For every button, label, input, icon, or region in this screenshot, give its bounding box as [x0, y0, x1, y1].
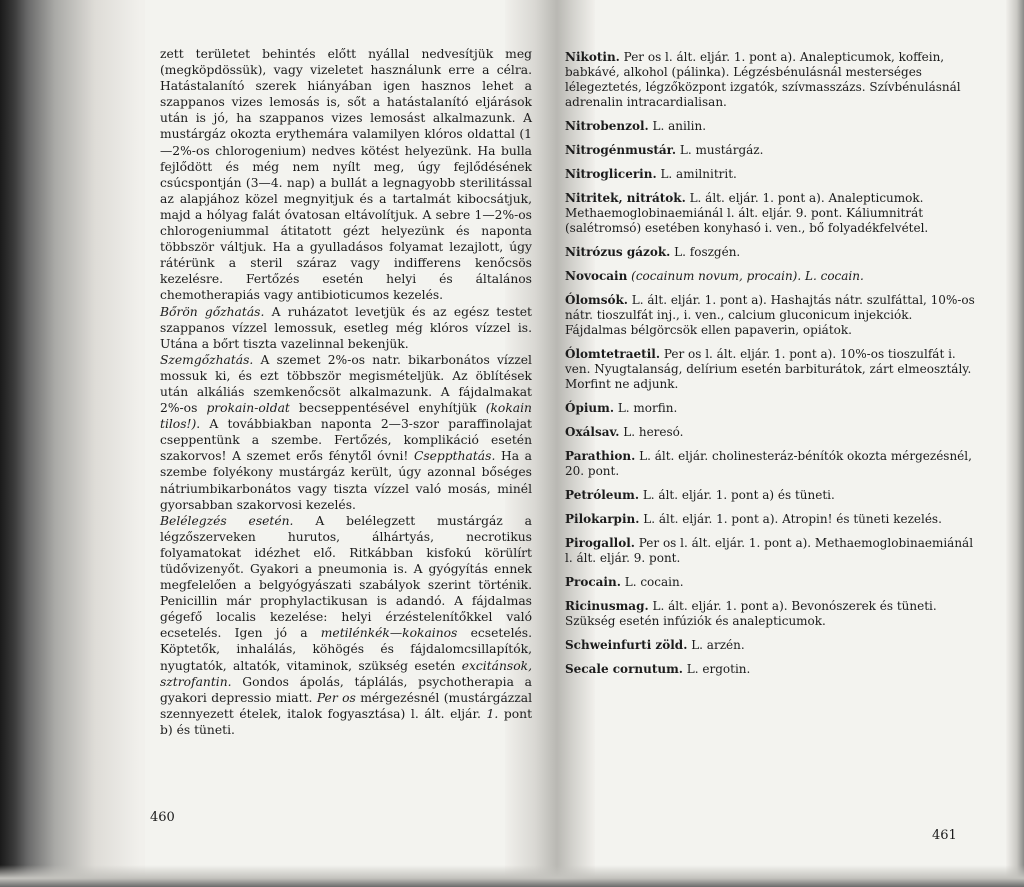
index-entry [565, 245, 977, 260]
entry-text: Per os l. ált. eljár. 1. pont a). 10%-os tioszulfát i. ven. Nyugtalanság, delírium esetén barbiturátok, zárt elmeosztály. Morfint ne adjunk. [565, 347, 972, 391]
entry-term: Ólomsók. [565, 293, 628, 307]
page-edge-bottom [0, 865, 1024, 887]
entry-term: Procain. [565, 575, 621, 589]
index-entry [565, 599, 977, 629]
entry-text: L. cocain. [620, 575, 684, 589]
paragraph-text: pont b) és tüneti. [160, 706, 533, 737]
paragraph-skin [160, 304, 532, 352]
paragraph-text: A ruházatot levetjük és az egész testet szappanos vízzel lemossuk, esetleg még klóros vízzel is. Utána a bőrt tiszta vazelinnal bekenjük. [160, 304, 532, 351]
index-entry [565, 401, 977, 416]
entry-text: L. anilin. [648, 119, 707, 133]
entry-text: L. ált. eljár. 1. pont a). Atropin! és tüneti kezelés. [639, 512, 942, 526]
section-heading: Bőrön gőzhatás. [160, 304, 265, 319]
index-entry [565, 449, 977, 479]
paragraph: zett területet behintés előtt nyállal nedvesítjük meg (megköpdössük), vagy vizeletet használunk erre a célra. Hatástalanító szerek hiányában igen hasznos lehet a szappanos vizes lemosás is, sőt a hatástalanító eljárások után is jó, ha szappanos vizes lemosást alkalmazunk. A mustárgáz okozta erythemára valamilyen klóros oldattal (1—2%-os chlorogenium) nedves kötést helyezünk. Ha bulla fejlődött és még nem nyílt meg, úgy fejlődésének csúcspontján (3—4. nap) a bullát a legnagyobb sterilitással az alapjához közel megnyitjuk és a tartalmát kibocsátjuk, majd a hólyag falát óvatosan eltávolítjuk. A sebre 1—2%-os chlorogeniummal átitatott gézt helyezünk és naponta többször váltjuk. Ha a gyulladásos folyamat lezajlott, úgy rátérünk a steril száraz vagy indifferens kenőcsös kezelésre. Fertőzés esetén helyi és általános chemotherapiás vagy antibioticumos kezelés. [160, 47, 532, 303]
paragraph-text: . A továbbiakban naponta 2—3-szor paraffinolajat cseppentünk a szembe. Fertőzés, komplikáció esetén szakorvos! A szemet erős fénytől óvni! [160, 417, 532, 464]
paragraph-text: Ha a szembe folyékony mustárgáz került, úgy azonnal bőséges nátriumbikarbonátos vagy tiszta vízzel való mosás, minél gyorsabban szakorvosi kezelés. [160, 449, 532, 512]
italic-term: metilénkék—kokainos [320, 626, 458, 641]
entry-text: L. ált. eljár. cholinesteráz-bénítók okozta mérgezésnél, 20. pont. [565, 449, 972, 478]
index-entry [565, 293, 977, 338]
paragraph-eye [160, 352, 532, 513]
index-entry [565, 512, 977, 527]
entry-term: Schweinfurti zöld. [565, 638, 688, 652]
section-heading: Szemgőzhatás. [160, 352, 254, 367]
paragraph-text: A szemet 2%-os natr. bikarbonátos vízzel mossuk ki, és ezt többször megismételjük. Az öblítések után alkáliás szemkenőcsöt alkalmazunk. A fájdalmakat 2%-os [160, 352, 532, 416]
section-heading: Belélegzés esetén. [160, 513, 294, 528]
page-number-right: 461 [932, 828, 957, 843]
entry-text: L. mustárgáz. [676, 143, 764, 157]
paragraph-inhalation [160, 513, 532, 738]
index-entry [565, 191, 977, 236]
entry-term: Nitrózus gázok. [565, 245, 671, 259]
italic-term: (kokain tilos!) [160, 401, 532, 432]
entry-text: Per os l. ált. eljár. 1. pont a). Methaemoglobinaemiánál l. ált. eljár. 9. pont. [565, 536, 974, 565]
index-entry [565, 488, 977, 503]
left-page-text [160, 46, 532, 738]
entry-term: Secale cornutum. [565, 662, 683, 676]
entry-term: Ópium. [565, 401, 615, 415]
page-edge-right [1006, 0, 1024, 887]
right-page-index [565, 50, 977, 686]
index-entry [565, 536, 977, 566]
entry-term: Nitrogénmustár. [565, 143, 677, 157]
entry-term: Nitrobenzol. [565, 119, 649, 133]
index-entry [565, 119, 977, 134]
italic-term: prokain-oldat [206, 401, 290, 416]
paragraph-text: A belélegzett mustárgáz a légzőszerveken hurutos, álhártyás, necrotikus folyamatokat idézhet elő. Ritkábban kisfokú körülírt tüdővizenyőt. Gyakori a pneumonia is. A gyógyítás ennek megfelelően a belgyógyászati szabályok szerint történik. Penicillin már prophylactikusan is adandó. A fájdalmas gégefő localis kezelése: helyi érzéstelenítőkkel való ecsetelés. Igen jó a [160, 513, 532, 641]
paragraph-text: mérgezésnél (mustárgázzal szennyezett ételek, italok fogyasztása) l. ált. eljár. [160, 690, 533, 721]
index-entry [565, 575, 977, 590]
entry-text: L. ált. eljár. 1. pont a). Bevonószerek és tüneti. Szükség esetén infúziók és analepticumok. [565, 599, 937, 628]
paragraph-text: Gondos ápolás, táplálás, psychotherapia a gyakori depressio miatt. [160, 674, 532, 705]
entry-text: L. morfin. [614, 401, 678, 415]
entry-text: L. heresó. [619, 425, 684, 439]
entry-term: Oxálsav. [565, 425, 620, 439]
paragraph-text: becseppentésével enyhítjük [289, 401, 486, 416]
entry-term: Nitroglicerin. [565, 167, 657, 181]
entry-term: Nikotin. [565, 50, 620, 64]
entry-term: Ricinusmag. [565, 599, 649, 613]
entry-term: Petróleum. [565, 488, 639, 502]
entry-text: L. ált. eljár. 1. pont a) és tüneti. [639, 488, 835, 502]
entry-text: L. foszgén. [670, 245, 741, 259]
entry-text: L. ergotin. [682, 662, 751, 676]
entry-term: Pirogallol. [565, 536, 635, 550]
entry-term: Ólomtetraetil. [565, 347, 661, 361]
index-entry [565, 269, 977, 284]
index-entry [565, 425, 977, 440]
index-entry [565, 347, 977, 392]
index-entry [565, 638, 977, 653]
section-heading: Cseppthatás. [413, 449, 496, 464]
entry-text: L. ált. eljár. 1. pont a). Hashajtás nátr. szulfáttal, 10%-os nátr. tioszulfát inj., i. ven., calcium gluconicum injekciók. Fájdalmas bélgörcsök ellen papaverin, opiátok. [565, 293, 975, 337]
index-entry [565, 143, 977, 158]
entry-term: Novocain [565, 269, 628, 283]
entry-text: (cocainum novum, procain). L. cocain. [627, 269, 864, 283]
index-entry [565, 50, 977, 110]
entry-text: L. ált. eljár. 1. pont a). Analepticumok. Methaemoglobinaemiánál l. ált. eljár. 9. pont. Káliumnitrát (salétromsó) esetében konyhasó i. ven., bő folyadékfelvétel. [565, 191, 929, 235]
page-edge-shadow [0, 0, 145, 887]
page-number-left: 460 [150, 810, 175, 825]
entry-term: Parathion. [565, 449, 636, 463]
entry-term: Nitritek, nitrátok. [565, 191, 686, 205]
entry-term: Pilokarpin. [565, 512, 640, 526]
italic-term: Per os [316, 690, 356, 705]
index-entry [565, 167, 977, 182]
entry-text: L. arzén. [687, 638, 745, 652]
italic-term: 1. [486, 706, 499, 721]
entry-text: L. amilnitrit. [656, 167, 737, 181]
entry-text: Per os l. ált. eljár. 1. pont a). Analepticumok, koffein, babkávé, alkohol (pálinka). Légzésbénulásnál mesterséges lélegeztetés, légzőközpont izgatók, szívmasszázs. Szívbénulásnál adrenalin intracardialisan. [565, 50, 961, 109]
italic-term: excitánsok, sztrofantin. [160, 658, 532, 689]
index-entry [565, 662, 977, 677]
paragraph-text: ecsetelés. Köptetők, inhalálás, köhögés és fájdalomcsillapítók, nyugtatók, altatók, vitaminok, szükség esetén [160, 626, 532, 673]
